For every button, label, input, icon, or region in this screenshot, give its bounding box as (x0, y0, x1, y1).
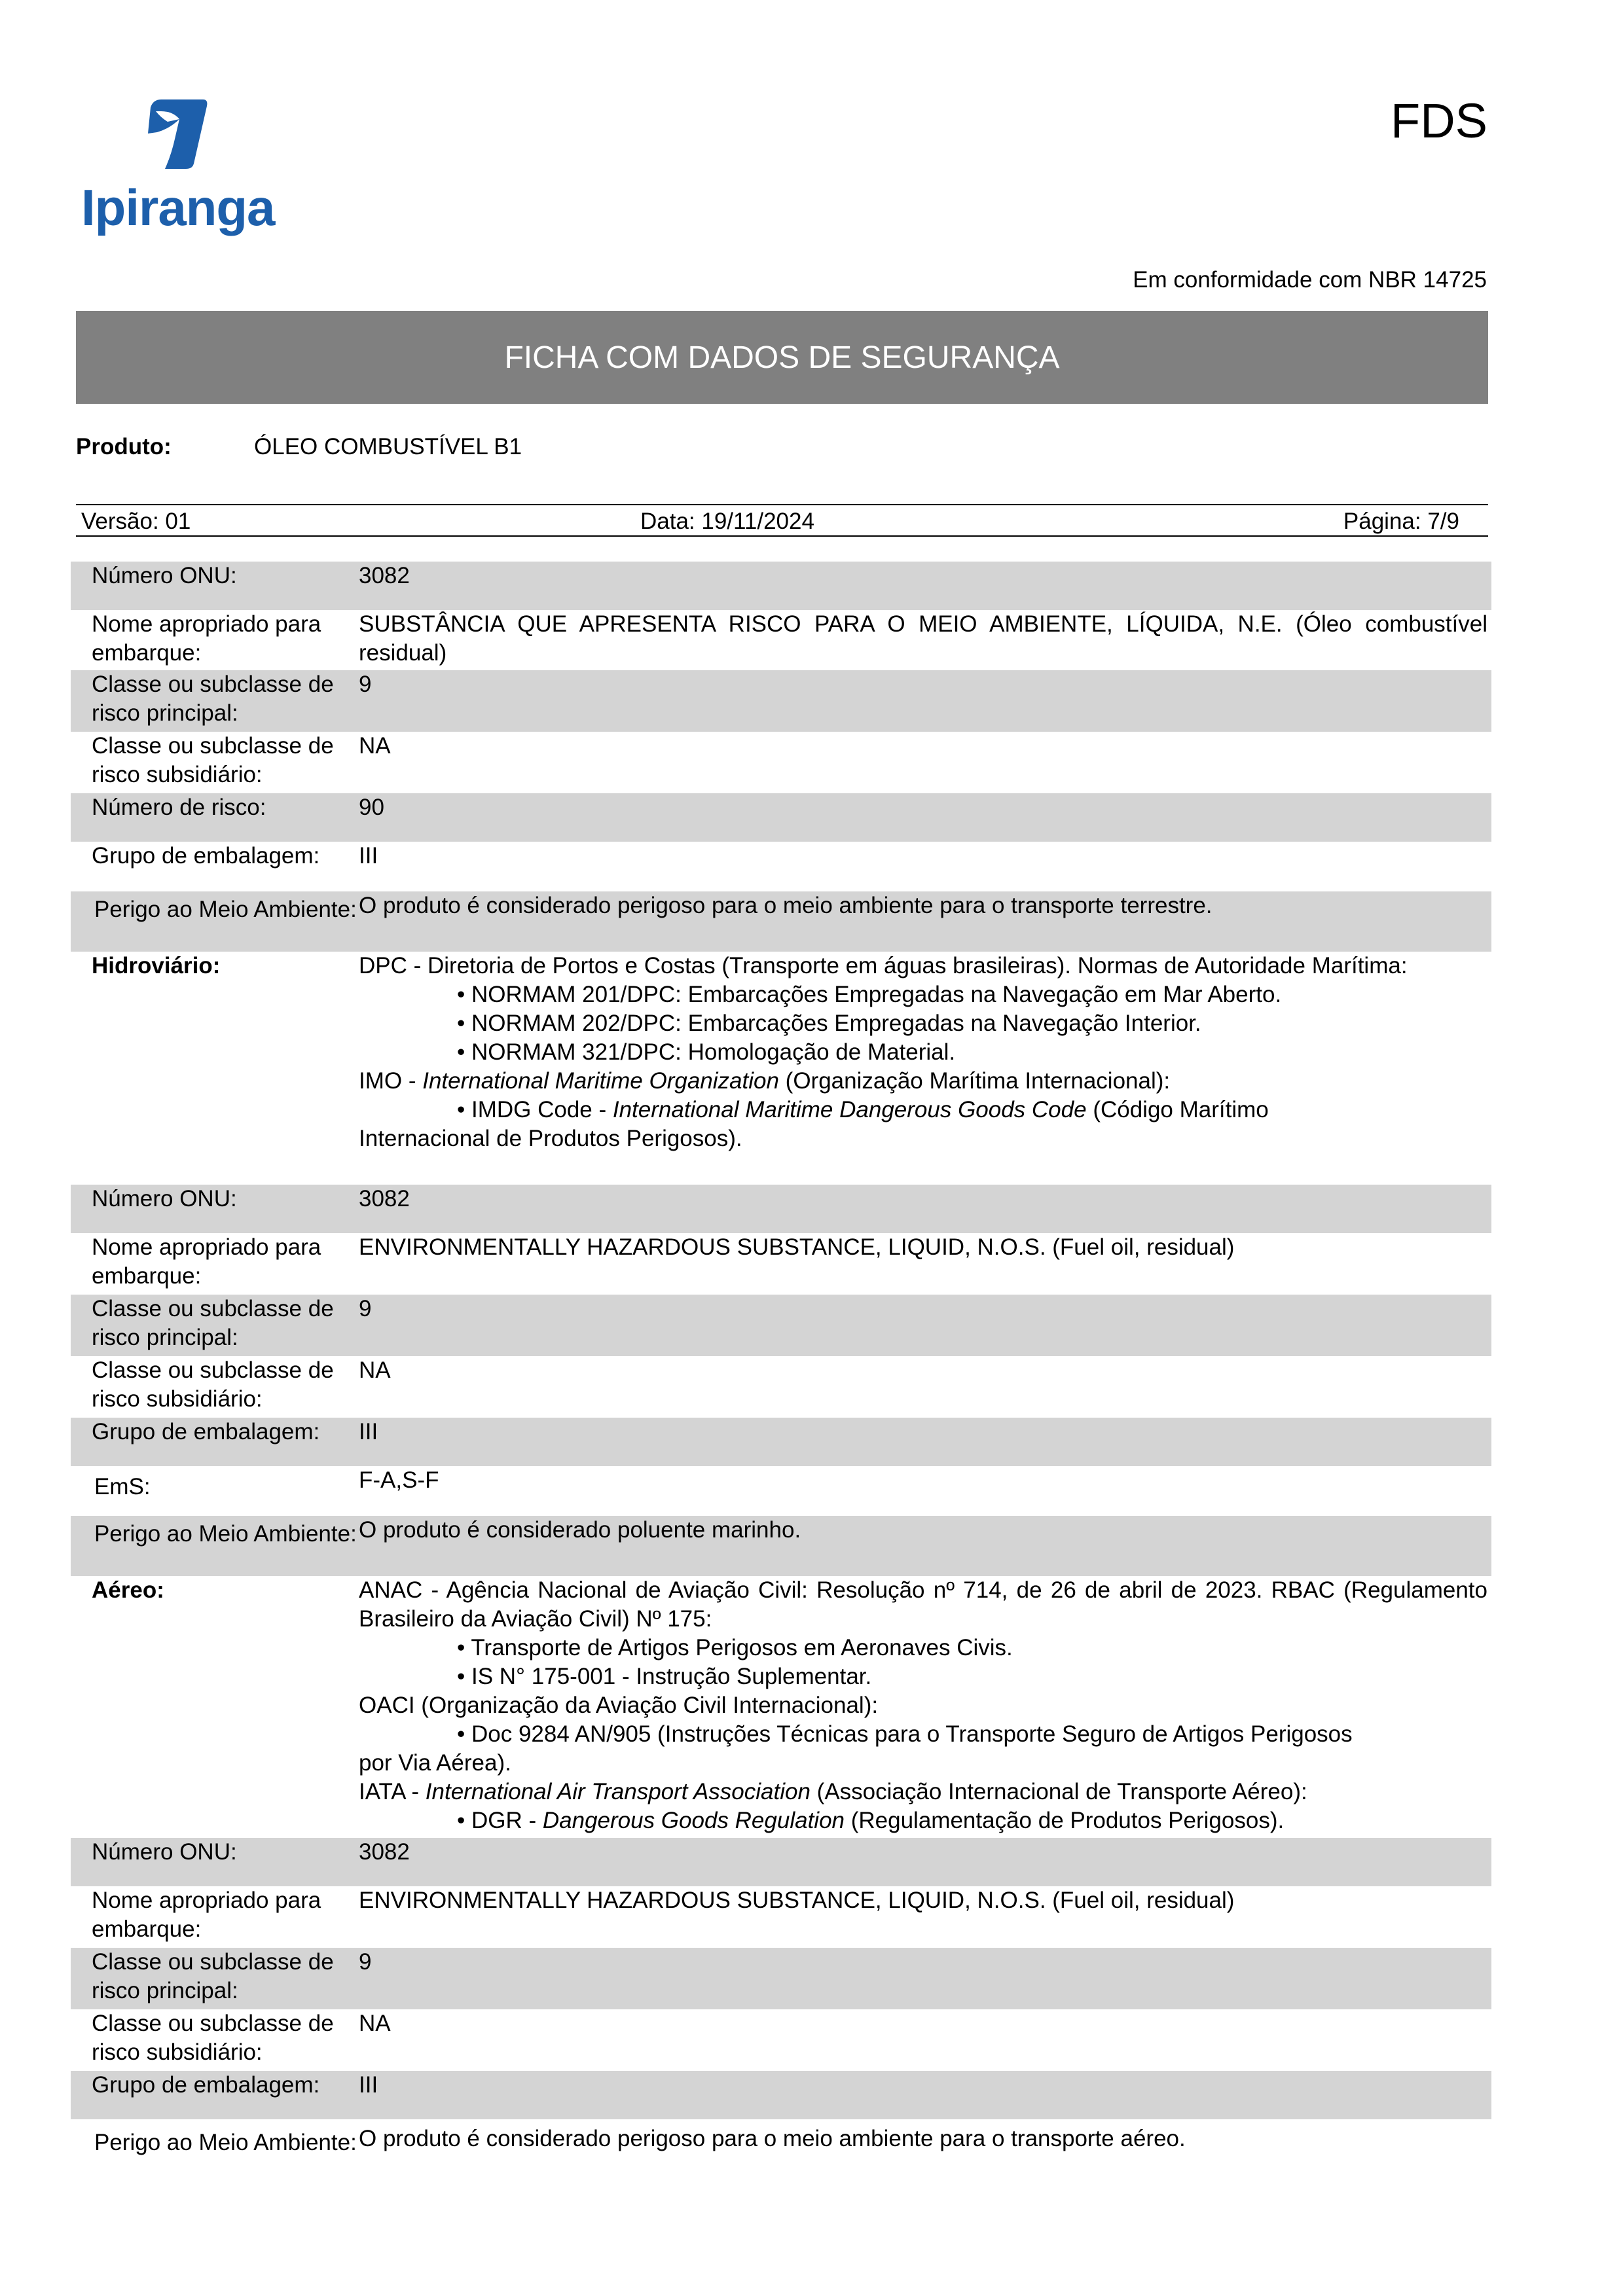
row-value: ENVIRONMENTALLY HAZARDOUS SUBSTANCE, LIQUID, N.O.S. (Fuel oil, residual) (359, 1888, 1235, 1913)
row-value: F-A,S-F (359, 1467, 439, 1493)
row-label: EmS: (94, 1474, 151, 1499)
table-row (71, 1418, 1491, 1466)
table-row (71, 670, 1491, 732)
row-value: III (359, 1419, 378, 1444)
row-value: O produto é considerado poluente marinho. (359, 1517, 801, 1543)
transport-table (71, 562, 1491, 2179)
imo-prefix: IMO - (359, 1068, 423, 1094)
row-label: Classe ou subclasse de risco subsidiário: (92, 2011, 334, 2065)
section-heading: Hidroviário: (92, 953, 221, 978)
table-row (71, 2071, 1491, 2119)
table-row (71, 562, 1491, 610)
iata-prefix: IATA - (359, 1779, 426, 1804)
row-value: 9 (359, 1949, 372, 1975)
row-value: 3082 (359, 563, 410, 588)
section-intro: DPC - Diretoria de Portos e Costas (Transporte em águas brasileiras). Normas de Autoridade Marítima: (359, 953, 1408, 978)
row-value: NA (359, 733, 391, 759)
table-row (71, 842, 1491, 891)
row-value: SUBSTÂNCIA QUE APRESENTA RISCO PARA O MEIO AMBIENTE, LÍQUIDA, N.E. (Óleo combustível residual) (359, 611, 1487, 666)
row-value: O produto é considerado perigoso para o meio ambiente para o transporte terrestre. (359, 893, 1213, 918)
table-row (71, 1466, 1491, 1516)
section-hidroviario (71, 952, 1491, 1185)
row-value: 90 (359, 795, 384, 820)
logo-text: Ipiranga (81, 179, 275, 236)
row-label: Nome apropriado para embarque: (92, 1234, 321, 1289)
dgr-name: Dangerous Goods Regulation (542, 1808, 845, 1833)
iata-name: International Air Transport Association (425, 1779, 811, 1804)
meta-bar (76, 504, 1488, 537)
table-row (71, 2119, 1491, 2179)
list-item: • Transporte de Artigos Perigosos em Aeronaves Civis. (457, 1635, 1013, 1660)
imo-line (359, 1067, 1487, 1096)
row-label: Número ONU: (92, 563, 237, 588)
row-label: Número ONU: (92, 1186, 237, 1211)
table-row (71, 732, 1491, 793)
dgr-prefix: • DGR - (457, 1808, 543, 1833)
table-row (71, 1886, 1491, 1948)
list-item: • NORMAM 321/DPC: Homologação de Material. (457, 1039, 956, 1065)
list-item: • NORMAM 201/DPC: Embarcações Empregadas na Navegação em Mar Aberto. (457, 982, 1282, 1007)
row-label: Grupo de embalagem: (92, 2072, 320, 2098)
dgr-suffix: (Regulamentação de Produtos Perigosos). (845, 1808, 1285, 1833)
table-row (71, 1516, 1491, 1576)
table-row (71, 1295, 1491, 1356)
section-body (359, 952, 1491, 1185)
doc-continuation: por Via Aérea). (359, 1750, 511, 1776)
section-aereo (71, 1576, 1491, 1838)
section-body (359, 1576, 1491, 1838)
row-label: Nome apropriado para embarque: (92, 1888, 321, 1942)
table-row (71, 610, 1491, 670)
imdg-suffix: (Código Marítimo (1086, 1097, 1269, 1122)
iata-suffix: (Associação Internacional de Transporte Aéreo): (810, 1779, 1307, 1804)
table-row (71, 1185, 1491, 1233)
table-row (71, 891, 1491, 952)
section-heading: Aéreo: (92, 1577, 164, 1603)
list-item (359, 1806, 1487, 1835)
page-number: Página: 7/9 (1343, 509, 1459, 534)
doc-code: FDS (1391, 94, 1487, 148)
row-value: 3082 (359, 1186, 410, 1211)
list-item: • IS N° 175-001 - Instrução Suplementar. (457, 1664, 872, 1689)
ipiranga-logo (81, 96, 275, 246)
row-value: ENVIRONMENTALLY HAZARDOUS SUBSTANCE, LIQUID, N.O.S. (Fuel oil, residual) (359, 1234, 1235, 1260)
row-label: Número ONU: (92, 1839, 237, 1865)
imo-name: International Maritime Organization (422, 1068, 779, 1094)
row-label: Grupo de embalagem: (92, 843, 320, 869)
row-value: III (359, 2072, 378, 2098)
row-label: Classe ou subclasse de risco subsidiário: (92, 733, 334, 787)
imdg-name: International Maritime Dangerous Goods Code (612, 1097, 1087, 1122)
list-item: • Doc 9284 AN/905 (Instruções Técnicas para o Transporte Seguro de Artigos Perigosos (457, 1721, 1353, 1747)
iata-line (359, 1778, 1487, 1806)
product-label: Produto: (76, 434, 172, 459)
row-label: Número de risco: (92, 795, 266, 820)
list-item (359, 1096, 1487, 1124)
row-value: 3082 (359, 1839, 410, 1865)
table-row (71, 1838, 1491, 1886)
ipiranga-logo-icon (139, 96, 211, 174)
row-label: Classe ou subclasse de risco principal: (92, 1949, 334, 2003)
imo-suffix: (Organização Marítima Internacional): (778, 1068, 1171, 1094)
row-label: Nome apropriado para embarque: (92, 611, 321, 666)
product-value: ÓLEO COMBUSTÍVEL B1 (254, 434, 522, 459)
version: Versão: 01 (81, 509, 191, 534)
table-row (71, 1233, 1491, 1295)
row-value: 9 (359, 1296, 372, 1321)
product-line (76, 435, 522, 458)
section-intro: ANAC - Agência Nacional de Aviação Civil: Resolução nº 714, de 26 de abril de 2023. RBAC (Regulamento Brasileiro da Aviação Civil) Nº 175: (359, 1577, 1487, 1632)
row-label: Classe ou subclasse de risco principal: (92, 1296, 334, 1350)
date: Data: 19/11/2024 (640, 509, 814, 534)
row-label: Classe ou subclasse de risco subsidiário: (92, 1357, 334, 1412)
table-row (71, 2009, 1491, 2071)
table-row (71, 793, 1491, 842)
imdg-prefix: • IMDG Code - (457, 1097, 613, 1122)
compliance-note: Em conformidade com NBR 14725 (1133, 267, 1487, 293)
row-label: Perigo ao Meio Ambiente: (94, 1521, 357, 1547)
row-value: III (359, 843, 378, 869)
row-value: 9 (359, 672, 372, 697)
row-value: O produto é considerado perigoso para o meio ambiente para o transporte aéreo. (359, 2126, 1186, 2151)
imdg-continuation: Internacional de Produtos Perigosos). (359, 1126, 742, 1151)
row-label: Perigo ao Meio Ambiente: (94, 897, 357, 922)
banner-title: FICHA COM DADOS DE SEGURANÇA (76, 311, 1488, 404)
list-item: • NORMAM 202/DPC: Embarcações Empregadas na Navegação Interior. (457, 1011, 1201, 1036)
row-label: Perigo ao Meio Ambiente: (94, 2130, 357, 2155)
row-value: NA (359, 2011, 391, 2036)
row-value: NA (359, 1357, 391, 1383)
row-label: Grupo de embalagem: (92, 1419, 320, 1444)
table-row (71, 1948, 1491, 2009)
oaci-line: OACI (Organização da Aviação Civil Internacional): (359, 1693, 879, 1718)
table-row (71, 1356, 1491, 1418)
row-label: Classe ou subclasse de risco principal: (92, 672, 334, 726)
